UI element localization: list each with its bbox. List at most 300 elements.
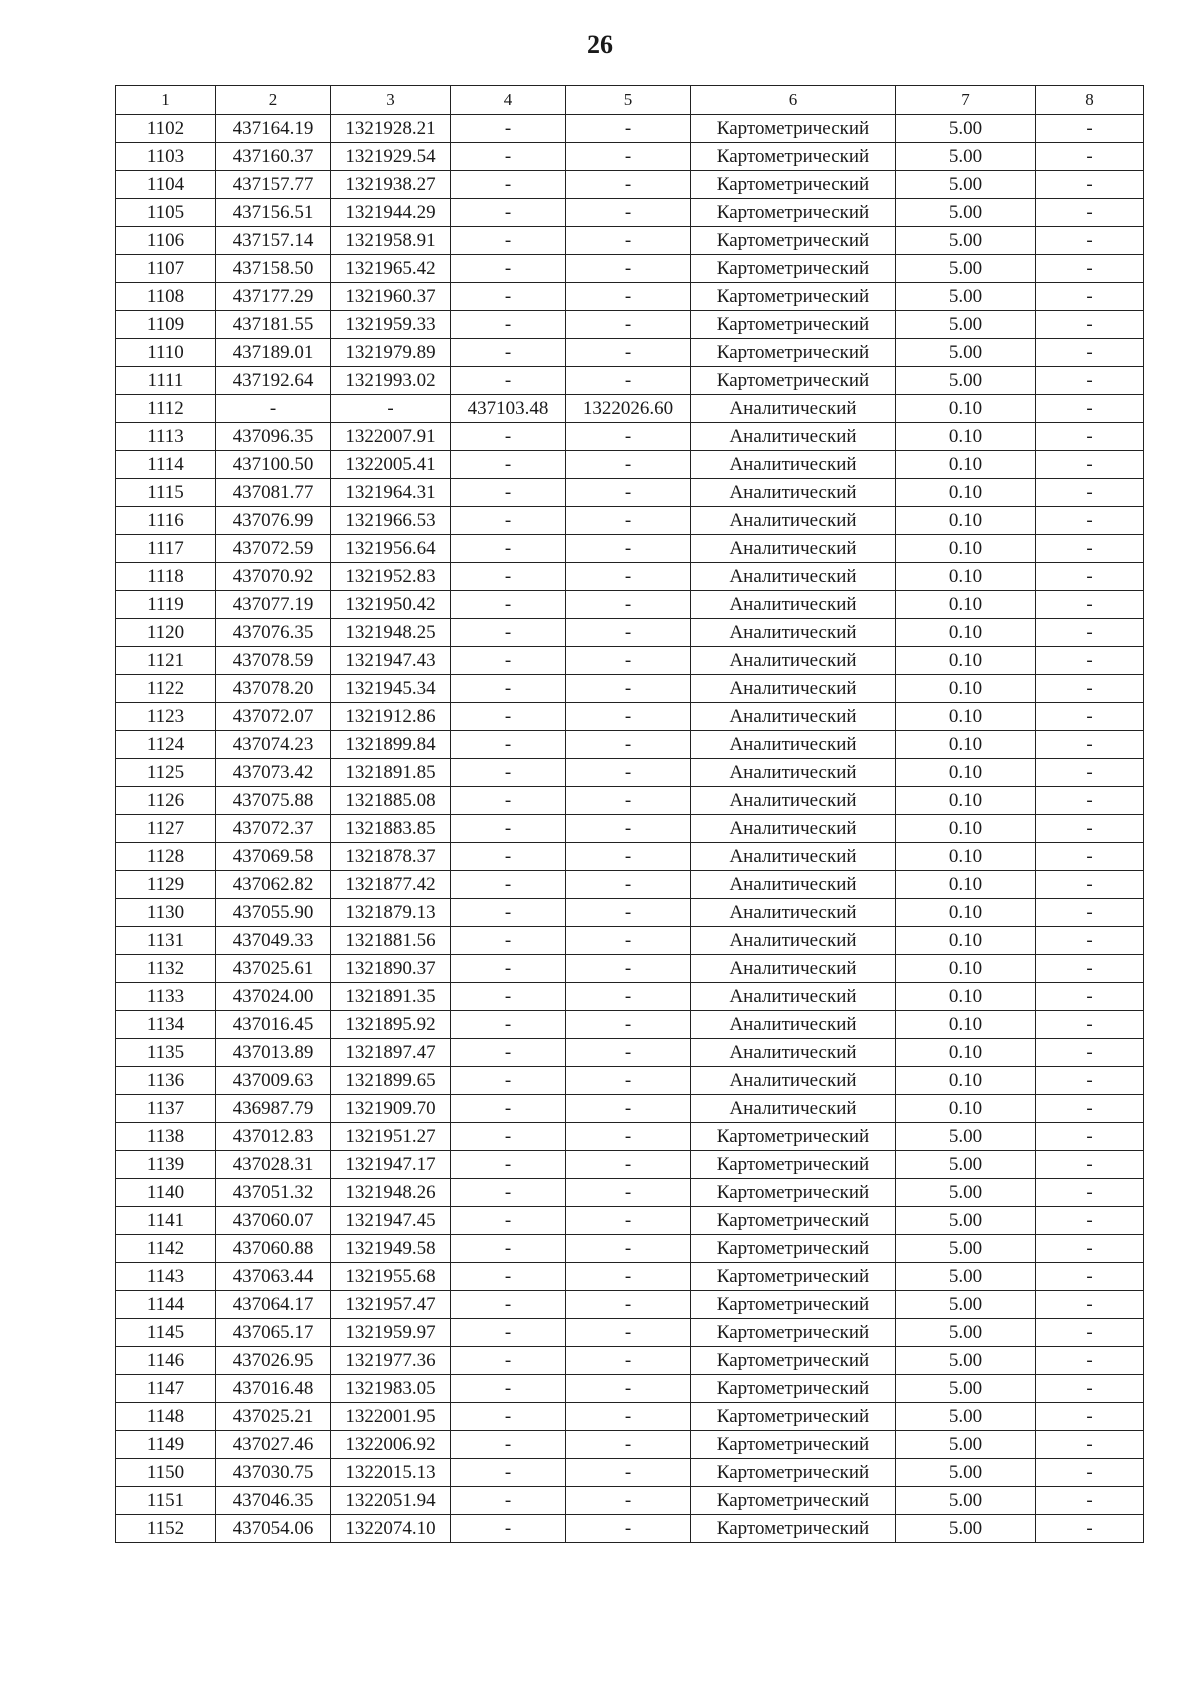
x-coordinate-cell: 436987.79	[216, 1095, 331, 1123]
accuracy-cell: 5.00	[896, 227, 1036, 255]
y-coordinate-cell: 1321956.64	[331, 535, 451, 563]
column-header: 2	[216, 86, 331, 115]
point-number-cell: 1104	[116, 171, 216, 199]
method-cell: Аналитический	[691, 731, 896, 759]
y-new-cell: -	[566, 283, 691, 311]
method-cell: Аналитический	[691, 955, 896, 983]
x-coordinate-cell: 437028.31	[216, 1151, 331, 1179]
table-body	[116, 86, 1144, 1543]
accuracy-cell: 0.10	[896, 535, 1036, 563]
method-cell: Картометрический	[691, 1347, 896, 1375]
table-row	[116, 927, 1144, 955]
method-cell: Аналитический	[691, 1095, 896, 1123]
y-new-cell: -	[566, 1291, 691, 1319]
x-new-cell: -	[451, 563, 566, 591]
accuracy-cell: 0.10	[896, 395, 1036, 423]
y-new-cell: -	[566, 731, 691, 759]
x-coordinate-cell: 437016.48	[216, 1375, 331, 1403]
table-row	[116, 451, 1144, 479]
x-coordinate-cell: 437055.90	[216, 899, 331, 927]
table-row	[116, 255, 1144, 283]
y-new-cell: -	[566, 927, 691, 955]
y-new-cell: -	[566, 1403, 691, 1431]
accuracy-cell: 5.00	[896, 1263, 1036, 1291]
table-row	[116, 1095, 1144, 1123]
x-coordinate-cell: 437016.45	[216, 1011, 331, 1039]
y-coordinate-cell: 1321948.25	[331, 619, 451, 647]
x-coordinate-cell: 437156.51	[216, 199, 331, 227]
table-row	[116, 507, 1144, 535]
x-new-cell: -	[451, 1179, 566, 1207]
y-new-cell: -	[566, 227, 691, 255]
y-coordinate-cell: 1321938.27	[331, 171, 451, 199]
method-cell: Картометрический	[691, 283, 896, 311]
point-number-cell: 1147	[116, 1375, 216, 1403]
y-coordinate-cell: 1322015.13	[331, 1459, 451, 1487]
note-cell: -	[1036, 115, 1144, 143]
x-new-cell: -	[451, 843, 566, 871]
method-cell: Аналитический	[691, 983, 896, 1011]
table-row	[116, 815, 1144, 843]
method-cell: Картометрический	[691, 1431, 896, 1459]
y-coordinate-cell: 1321958.91	[331, 227, 451, 255]
y-coordinate-cell: 1321912.86	[331, 703, 451, 731]
accuracy-cell: 5.00	[896, 283, 1036, 311]
y-coordinate-cell: 1321983.05	[331, 1375, 451, 1403]
point-number-cell: 1133	[116, 983, 216, 1011]
table-row	[116, 1235, 1144, 1263]
y-new-cell: -	[566, 591, 691, 619]
accuracy-cell: 5.00	[896, 1151, 1036, 1179]
note-cell: -	[1036, 563, 1144, 591]
table-row	[116, 227, 1144, 255]
point-number-cell: 1151	[116, 1487, 216, 1515]
accuracy-cell: 5.00	[896, 1123, 1036, 1151]
y-coordinate-cell: 1322007.91	[331, 423, 451, 451]
y-new-cell: -	[566, 703, 691, 731]
x-coordinate-cell: 437064.17	[216, 1291, 331, 1319]
method-cell: Картометрический	[691, 1263, 896, 1291]
y-coordinate-cell: 1321959.97	[331, 1319, 451, 1347]
y-coordinate-cell: 1321890.37	[331, 955, 451, 983]
accuracy-cell: 0.10	[896, 871, 1036, 899]
y-coordinate-cell: 1322051.94	[331, 1487, 451, 1515]
note-cell: -	[1036, 451, 1144, 479]
note-cell: -	[1036, 395, 1144, 423]
point-number-cell: 1130	[116, 899, 216, 927]
y-coordinate-cell: 1322005.41	[331, 451, 451, 479]
y-coordinate-cell: 1321897.47	[331, 1039, 451, 1067]
x-new-cell: -	[451, 227, 566, 255]
table-row	[116, 311, 1144, 339]
note-cell: -	[1036, 1207, 1144, 1235]
x-coordinate-cell: 437076.99	[216, 507, 331, 535]
y-new-cell: -	[566, 1067, 691, 1095]
accuracy-cell: 0.10	[896, 675, 1036, 703]
y-new-cell: -	[566, 367, 691, 395]
x-coordinate-cell: 437065.17	[216, 1319, 331, 1347]
x-new-cell: -	[451, 115, 566, 143]
x-new-cell: -	[451, 815, 566, 843]
table-row	[116, 843, 1144, 871]
x-coordinate-cell: 437081.77	[216, 479, 331, 507]
note-cell: -	[1036, 1403, 1144, 1431]
accuracy-cell: 0.10	[896, 423, 1036, 451]
x-coordinate-cell: 437075.88	[216, 787, 331, 815]
y-new-cell: -	[566, 479, 691, 507]
method-cell: Аналитический	[691, 423, 896, 451]
accuracy-cell: 5.00	[896, 311, 1036, 339]
x-new-cell: -	[451, 255, 566, 283]
note-cell: -	[1036, 955, 1144, 983]
table-row	[116, 423, 1144, 451]
y-coordinate-cell: 1321877.42	[331, 871, 451, 899]
y-coordinate-cell: 1321929.54	[331, 143, 451, 171]
y-new-cell: -	[566, 115, 691, 143]
x-coordinate-cell: 437069.58	[216, 843, 331, 871]
point-number-cell: 1145	[116, 1319, 216, 1347]
column-header: 6	[691, 86, 896, 115]
table-row	[116, 1011, 1144, 1039]
accuracy-cell: 5.00	[896, 367, 1036, 395]
y-new-cell: -	[566, 647, 691, 675]
method-cell: Аналитический	[691, 871, 896, 899]
x-new-cell: -	[451, 535, 566, 563]
point-number-cell: 1141	[116, 1207, 216, 1235]
method-cell: Аналитический	[691, 1011, 896, 1039]
point-number-cell: 1103	[116, 143, 216, 171]
point-number-cell: 1118	[116, 563, 216, 591]
note-cell: -	[1036, 1039, 1144, 1067]
table-row	[116, 1459, 1144, 1487]
accuracy-cell: 5.00	[896, 1515, 1036, 1543]
table-row	[116, 367, 1144, 395]
x-coordinate-cell: 437078.20	[216, 675, 331, 703]
x-new-cell: -	[451, 731, 566, 759]
point-number-cell: 1150	[116, 1459, 216, 1487]
note-cell: -	[1036, 647, 1144, 675]
y-new-cell: -	[566, 1375, 691, 1403]
x-coordinate-cell: 437060.88	[216, 1235, 331, 1263]
method-cell: Картометрический	[691, 1207, 896, 1235]
note-cell: -	[1036, 283, 1144, 311]
table-row	[116, 395, 1144, 423]
table-row	[116, 983, 1144, 1011]
y-coordinate-cell: 1321966.53	[331, 507, 451, 535]
x-coordinate-cell: 437026.95	[216, 1347, 331, 1375]
x-new-cell: -	[451, 1375, 566, 1403]
x-new-cell: -	[451, 1291, 566, 1319]
x-coordinate-cell: 437024.00	[216, 983, 331, 1011]
method-cell: Аналитический	[691, 787, 896, 815]
x-new-cell: -	[451, 927, 566, 955]
note-cell: -	[1036, 815, 1144, 843]
accuracy-cell: 5.00	[896, 199, 1036, 227]
x-coordinate-cell: 437012.83	[216, 1123, 331, 1151]
y-new-cell: -	[566, 535, 691, 563]
x-coordinate-cell: 437063.44	[216, 1263, 331, 1291]
note-cell: -	[1036, 927, 1144, 955]
table-row	[116, 619, 1144, 647]
table-row	[116, 1347, 1144, 1375]
y-new-cell: -	[566, 1151, 691, 1179]
y-coordinate-cell: 1321949.58	[331, 1235, 451, 1263]
method-cell: Картометрический	[691, 171, 896, 199]
note-cell: -	[1036, 703, 1144, 731]
method-cell: Картометрический	[691, 1403, 896, 1431]
table-row	[116, 1319, 1144, 1347]
y-new-cell: -	[566, 983, 691, 1011]
accuracy-cell: 0.10	[896, 899, 1036, 927]
x-new-cell: -	[451, 367, 566, 395]
point-number-cell: 1124	[116, 731, 216, 759]
x-new-cell: -	[451, 1151, 566, 1179]
y-coordinate-cell: 1321979.89	[331, 339, 451, 367]
y-new-cell: -	[566, 1459, 691, 1487]
y-coordinate-cell: 1321959.33	[331, 311, 451, 339]
method-cell: Аналитический	[691, 759, 896, 787]
point-number-cell: 1105	[116, 199, 216, 227]
table-row	[116, 563, 1144, 591]
x-new-cell: -	[451, 1039, 566, 1067]
y-new-cell: -	[566, 563, 691, 591]
note-cell: -	[1036, 1179, 1144, 1207]
y-coordinate-cell: -	[331, 395, 451, 423]
x-coordinate-cell: 437189.01	[216, 339, 331, 367]
x-new-cell: -	[451, 283, 566, 311]
method-cell: Аналитический	[691, 451, 896, 479]
note-cell: -	[1036, 1515, 1144, 1543]
accuracy-cell: 0.10	[896, 843, 1036, 871]
y-coordinate-cell: 1321947.45	[331, 1207, 451, 1235]
note-cell: -	[1036, 1123, 1144, 1151]
table-row	[116, 1039, 1144, 1067]
x-coordinate-cell: 437072.07	[216, 703, 331, 731]
x-coordinate-cell: 437062.82	[216, 871, 331, 899]
note-cell: -	[1036, 1319, 1144, 1347]
y-coordinate-cell: 1322006.92	[331, 1431, 451, 1459]
accuracy-cell: 0.10	[896, 787, 1036, 815]
x-new-cell: -	[451, 1123, 566, 1151]
point-number-cell: 1108	[116, 283, 216, 311]
method-cell: Аналитический	[691, 815, 896, 843]
note-cell: -	[1036, 1347, 1144, 1375]
y-new-cell: -	[566, 1095, 691, 1123]
point-number-cell: 1127	[116, 815, 216, 843]
y-coordinate-cell: 1321955.68	[331, 1263, 451, 1291]
y-new-cell: -	[566, 1011, 691, 1039]
accuracy-cell: 0.10	[896, 451, 1036, 479]
note-cell: -	[1036, 759, 1144, 787]
accuracy-cell: 0.10	[896, 1039, 1036, 1067]
x-coordinate-cell: 437076.35	[216, 619, 331, 647]
note-cell: -	[1036, 899, 1144, 927]
point-number-cell: 1128	[116, 843, 216, 871]
note-cell: -	[1036, 311, 1144, 339]
y-coordinate-cell: 1321878.37	[331, 843, 451, 871]
method-cell: Аналитический	[691, 675, 896, 703]
x-coordinate-cell: 437070.92	[216, 563, 331, 591]
x-coordinate-cell: 437157.14	[216, 227, 331, 255]
y-new-cell: -	[566, 143, 691, 171]
x-new-cell: -	[451, 1263, 566, 1291]
table-row	[116, 871, 1144, 899]
x-new-cell: -	[451, 675, 566, 703]
point-number-cell: 1109	[116, 311, 216, 339]
accuracy-cell: 0.10	[896, 731, 1036, 759]
y-new-cell: -	[566, 311, 691, 339]
accuracy-cell: 0.10	[896, 759, 1036, 787]
point-number-cell: 1137	[116, 1095, 216, 1123]
point-number-cell: 1112	[116, 395, 216, 423]
method-cell: Картометрический	[691, 227, 896, 255]
point-number-cell: 1152	[116, 1515, 216, 1543]
table-row	[116, 171, 1144, 199]
y-new-cell: -	[566, 1319, 691, 1347]
y-coordinate-cell: 1321899.84	[331, 731, 451, 759]
y-coordinate-cell: 1321883.85	[331, 815, 451, 843]
y-new-cell: -	[566, 619, 691, 647]
note-cell: -	[1036, 367, 1144, 395]
y-coordinate-cell: 1321945.34	[331, 675, 451, 703]
point-number-cell: 1139	[116, 1151, 216, 1179]
method-cell: Аналитический	[691, 535, 896, 563]
y-coordinate-cell: 1321909.70	[331, 1095, 451, 1123]
point-number-cell: 1107	[116, 255, 216, 283]
method-cell: Аналитический	[691, 507, 896, 535]
y-coordinate-cell: 1321957.47	[331, 1291, 451, 1319]
method-cell: Картометрический	[691, 339, 896, 367]
table-row	[116, 1487, 1144, 1515]
note-cell: -	[1036, 1151, 1144, 1179]
note-cell: -	[1036, 787, 1144, 815]
accuracy-cell: 5.00	[896, 339, 1036, 367]
accuracy-cell: 0.10	[896, 815, 1036, 843]
x-new-cell: -	[451, 647, 566, 675]
table-row	[116, 955, 1144, 983]
y-new-cell: -	[566, 899, 691, 927]
method-cell: Картометрический	[691, 1487, 896, 1515]
y-new-cell: -	[566, 955, 691, 983]
x-new-cell: -	[451, 339, 566, 367]
point-number-cell: 1131	[116, 927, 216, 955]
method-cell: Картометрический	[691, 1235, 896, 1263]
note-cell: -	[1036, 479, 1144, 507]
x-coordinate-cell: 437078.59	[216, 647, 331, 675]
note-cell: -	[1036, 619, 1144, 647]
table-row	[116, 1431, 1144, 1459]
note-cell: -	[1036, 1375, 1144, 1403]
accuracy-cell: 0.10	[896, 1095, 1036, 1123]
x-new-cell: -	[451, 983, 566, 1011]
point-number-cell: 1140	[116, 1179, 216, 1207]
method-cell: Аналитический	[691, 927, 896, 955]
y-coordinate-cell: 1321879.13	[331, 899, 451, 927]
y-new-cell: -	[566, 507, 691, 535]
y-new-cell: -	[566, 451, 691, 479]
x-new-cell: -	[451, 143, 566, 171]
accuracy-cell: 0.10	[896, 955, 1036, 983]
table-row	[116, 703, 1144, 731]
note-cell: -	[1036, 1431, 1144, 1459]
y-coordinate-cell: 1321947.17	[331, 1151, 451, 1179]
note-cell: -	[1036, 843, 1144, 871]
note-cell: -	[1036, 535, 1144, 563]
method-cell: Аналитический	[691, 619, 896, 647]
y-coordinate-cell: 1321977.36	[331, 1347, 451, 1375]
x-coordinate-cell: 437072.37	[216, 815, 331, 843]
point-number-cell: 1143	[116, 1263, 216, 1291]
table-row	[116, 1515, 1144, 1543]
point-number-cell: 1149	[116, 1431, 216, 1459]
column-header: 4	[451, 86, 566, 115]
point-number-cell: 1129	[116, 871, 216, 899]
y-new-cell: -	[566, 759, 691, 787]
method-cell: Картометрический	[691, 1459, 896, 1487]
y-coordinate-cell: 1321964.31	[331, 479, 451, 507]
point-number-cell: 1144	[116, 1291, 216, 1319]
x-coordinate-cell: 437072.59	[216, 535, 331, 563]
point-number-cell: 1126	[116, 787, 216, 815]
y-new-cell: -	[566, 1039, 691, 1067]
accuracy-cell: 0.10	[896, 479, 1036, 507]
x-new-cell: -	[451, 451, 566, 479]
y-new-cell: -	[566, 843, 691, 871]
table-row	[116, 1067, 1144, 1095]
method-cell: Картометрический	[691, 1123, 896, 1151]
method-cell: Аналитический	[691, 647, 896, 675]
point-number-cell: 1123	[116, 703, 216, 731]
y-new-cell: -	[566, 1263, 691, 1291]
y-coordinate-cell: 1321950.42	[331, 591, 451, 619]
x-new-cell: -	[451, 703, 566, 731]
accuracy-cell: 5.00	[896, 143, 1036, 171]
column-header: 7	[896, 86, 1036, 115]
point-number-cell: 1134	[116, 1011, 216, 1039]
x-coordinate-cell: 437030.75	[216, 1459, 331, 1487]
x-new-cell: -	[451, 955, 566, 983]
note-cell: -	[1036, 983, 1144, 1011]
table-row	[116, 535, 1144, 563]
table-row	[116, 731, 1144, 759]
coordinates-table	[115, 85, 1144, 1543]
accuracy-cell: 5.00	[896, 1291, 1036, 1319]
accuracy-cell: 5.00	[896, 1179, 1036, 1207]
point-number-cell: 1111	[116, 367, 216, 395]
accuracy-cell: 5.00	[896, 171, 1036, 199]
accuracy-cell: 5.00	[896, 1319, 1036, 1347]
y-new-cell: -	[566, 1235, 691, 1263]
note-cell: -	[1036, 731, 1144, 759]
y-new-cell: 1322026.60	[566, 395, 691, 423]
x-new-cell: 437103.48	[451, 395, 566, 423]
x-coordinate-cell: 437046.35	[216, 1487, 331, 1515]
y-new-cell: -	[566, 1487, 691, 1515]
method-cell: Аналитический	[691, 1039, 896, 1067]
table-row	[116, 143, 1144, 171]
note-cell: -	[1036, 1095, 1144, 1123]
accuracy-cell: 5.00	[896, 1375, 1036, 1403]
x-coordinate-cell: 437100.50	[216, 451, 331, 479]
x-new-cell: -	[451, 1347, 566, 1375]
table-row	[116, 199, 1144, 227]
table-header-row	[116, 86, 1144, 115]
y-new-cell: -	[566, 339, 691, 367]
method-cell: Картометрический	[691, 115, 896, 143]
y-new-cell: -	[566, 1179, 691, 1207]
x-new-cell: -	[451, 1067, 566, 1095]
y-coordinate-cell: 1321951.27	[331, 1123, 451, 1151]
